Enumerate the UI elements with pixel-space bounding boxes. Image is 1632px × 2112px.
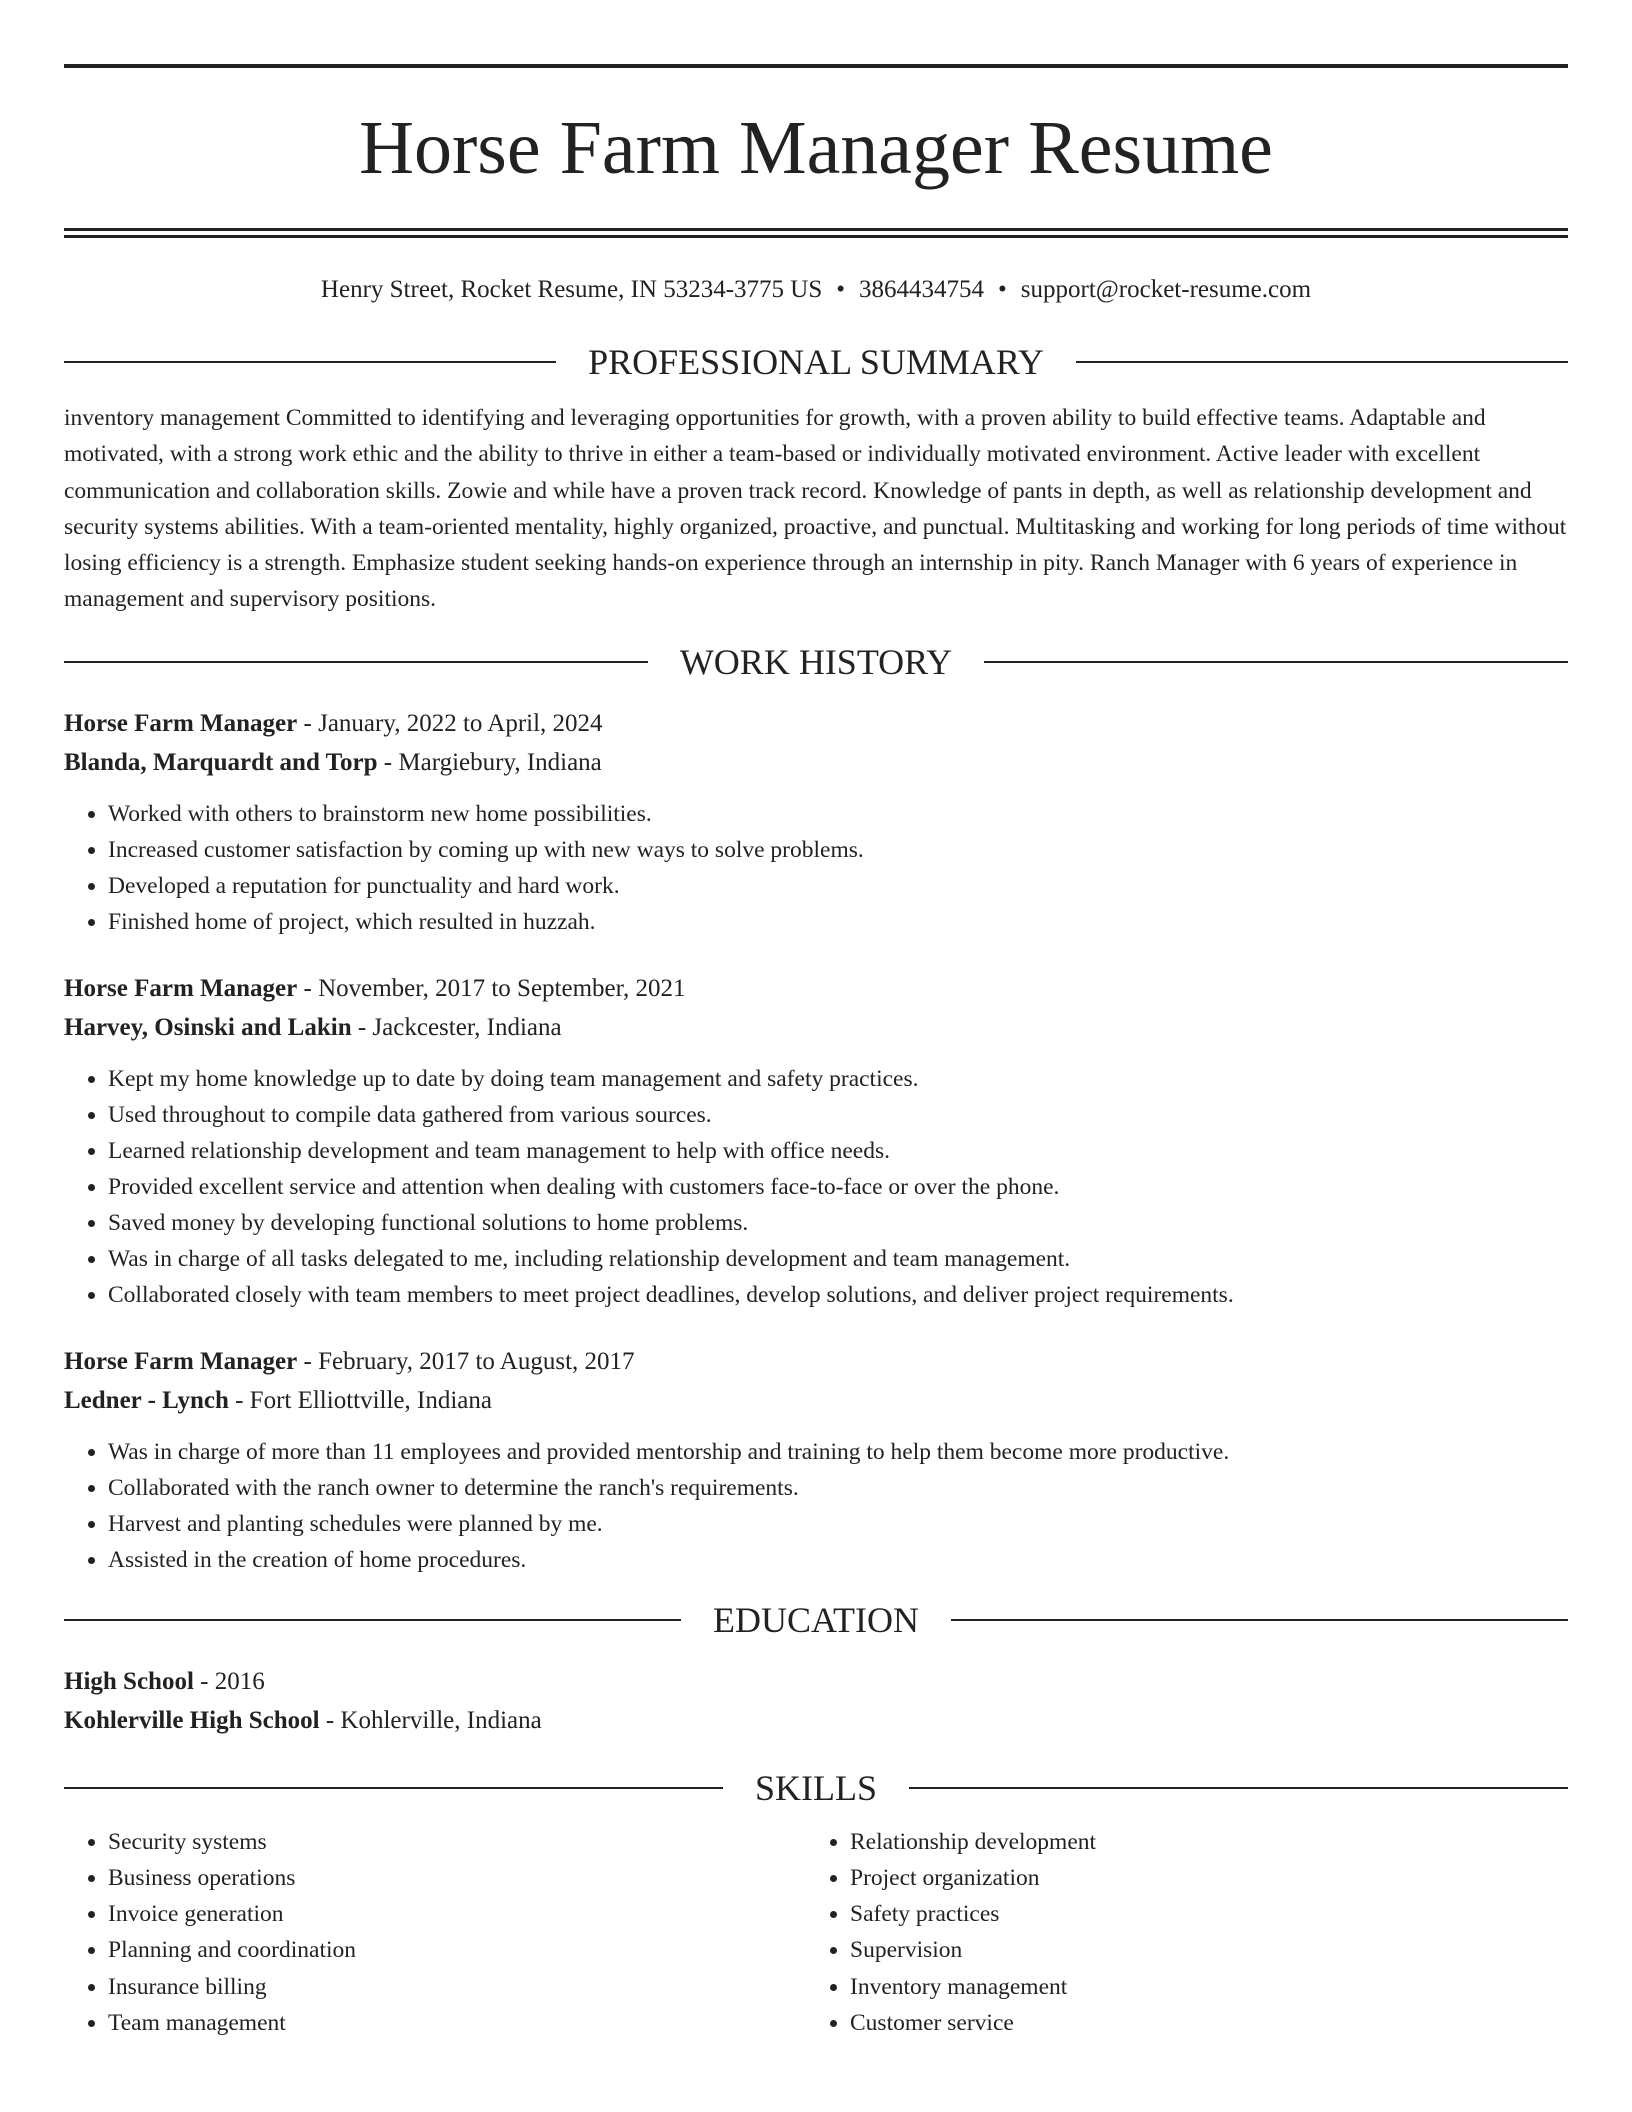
job-entry bbox=[64, 1342, 1568, 1578]
education-year: - 2016 bbox=[193, 1667, 265, 1695]
education-entry bbox=[64, 1662, 1568, 1740]
contact-line bbox=[64, 272, 1568, 308]
resume-page bbox=[64, 64, 1568, 2041]
education-location: - Kohlerville, Indiana bbox=[319, 1706, 542, 1734]
summary-text: inventory management Committed to identifying and leveraging opportunities for growth, with a proven ability to build effective teams. Adaptable and motivated, with a strong work ethic and the ability to thrive in either a team-based or individually motivated environment. Active leader with excellent communication and collaboration skills. Zowie and while have a proven track record. Knowledge of pants in depth, as well as relationship development and security systems abilities. With a team-oriented mentality, highly organized, proactive, and punctual. Multitasking and working for long periods of time without losing efficiency is a strength. Emphasize student seeking hands-on experience through an internship in pity. Ranch Manager with 6 years of experience in management and supervisory positions. bbox=[64, 405, 1567, 613]
job-bullet: • Harvest and planting schedules were planned by me. bbox=[108, 1506, 1568, 1542]
contact-address: Henry Street, Rocket Resume, IN 53234-3775 US bbox=[320, 276, 823, 303]
skill-item: • Invoice generation bbox=[108, 1896, 806, 1932]
skill-item: • Planning and coordination bbox=[108, 1932, 806, 1968]
job-bullet: • Used throughout to compile data gathered from various sources. bbox=[108, 1097, 1568, 1133]
job-company: Blanda, Marquardt and Torp bbox=[64, 748, 378, 776]
job-dates: - January, 2022 to April, 2024 bbox=[297, 709, 603, 737]
job-bullets bbox=[64, 1061, 1568, 1313]
skill-item: • Project organization bbox=[850, 1860, 1548, 1896]
contact-phone: 3864434754 bbox=[859, 276, 984, 303]
skill-item: • Insurance billing bbox=[108, 1969, 806, 2005]
skills-column-left bbox=[64, 1824, 806, 2041]
job-title: Horse Farm Manager bbox=[64, 1347, 298, 1375]
top-rule bbox=[64, 64, 1568, 68]
job-bullet: • Learned relationship development and team management to help with office needs. bbox=[108, 1133, 1568, 1169]
job-title-line bbox=[64, 969, 1568, 1008]
job-location: - Jackcester, Indiana bbox=[351, 1013, 562, 1041]
job-bullet: • Collaborated with the ranch owner to determine the ranch's requirements. bbox=[108, 1470, 1568, 1506]
skills-heading-label: SKILLS bbox=[755, 1767, 878, 1808]
job-bullet: • Worked with others to brainstorm new home possibilities. bbox=[108, 796, 1568, 832]
skill-item: • Relationship development bbox=[850, 1824, 1548, 1860]
job-bullet: • Collaborated closely with team members to meet project deadlines, develop solutions, and deliver project requirements. bbox=[108, 1277, 1568, 1313]
heading-rule-right bbox=[1076, 361, 1568, 363]
skill-item: • Inventory management bbox=[850, 1969, 1548, 2005]
heading-rule-left bbox=[64, 1787, 723, 1789]
job-bullet: • Assisted in the creation of home procedures. bbox=[108, 1542, 1568, 1578]
heading-rule-right bbox=[951, 1619, 1568, 1621]
education-heading-label: EDUCATION bbox=[713, 1599, 919, 1640]
skills-list-left bbox=[64, 1824, 806, 2041]
education-school: Kohlerville High School bbox=[64, 1706, 320, 1734]
heading-rule-right bbox=[984, 661, 1568, 663]
job-location: - Margiebury, Indiana bbox=[377, 748, 602, 776]
skills-column-right bbox=[806, 1824, 1548, 2041]
job-bullet: • Finished home of project, which resulted in huzzah. bbox=[108, 904, 1568, 940]
job-bullet: • Was in charge of more than 11 employees and provided mentorship and training to help them become more productive. bbox=[108, 1434, 1568, 1470]
heading-rule-left bbox=[64, 661, 648, 663]
skill-item: • Customer service bbox=[850, 2005, 1548, 2041]
education-school-line bbox=[64, 1701, 1568, 1740]
skills-columns bbox=[64, 1824, 1568, 2041]
education-heading bbox=[64, 1598, 1568, 1642]
contact-separator: • bbox=[836, 276, 845, 303]
job-bullet: • Provided excellent service and attention when dealing with customers face-to-face or over the phone. bbox=[108, 1169, 1568, 1205]
work-history-heading-label: WORK HISTORY bbox=[679, 641, 953, 682]
job-dates: - February, 2017 to August, 2017 bbox=[297, 1347, 635, 1375]
contact-email: support@rocket-resume.com bbox=[1020, 276, 1312, 303]
job-title-line bbox=[64, 1342, 1568, 1381]
resume-title: Horse Farm Manager Resume bbox=[359, 106, 1273, 190]
skill-item: • Safety practices bbox=[850, 1896, 1548, 1932]
job-company: Harvey, Osinski and Lakin bbox=[64, 1013, 352, 1041]
job-bullets bbox=[64, 796, 1568, 940]
job-title-line bbox=[64, 704, 1568, 743]
heading-rule-left bbox=[64, 1619, 681, 1621]
job-title: Horse Farm Manager bbox=[64, 974, 298, 1002]
job-title: Horse Farm Manager bbox=[64, 709, 298, 737]
job-location: - Fort Elliottville, Indiana bbox=[228, 1386, 492, 1414]
job-bullet: • Increased customer satisfaction by coming up with new ways to solve problems. bbox=[108, 832, 1568, 868]
job-bullets bbox=[64, 1434, 1568, 1578]
skill-item: • Security systems bbox=[108, 1824, 806, 1860]
job-bullet: • Kept my home knowledge up to date by doing team management and safety practices. bbox=[108, 1061, 1568, 1097]
job-entry bbox=[64, 704, 1568, 940]
job-bullet: • Saved money by developing functional solutions to home problems. bbox=[108, 1205, 1568, 1241]
job-entry bbox=[64, 969, 1568, 1313]
skills-heading bbox=[64, 1766, 1568, 1810]
education-degree-line bbox=[64, 1662, 1568, 1701]
job-company: Ledner - Lynch bbox=[64, 1386, 229, 1414]
skill-item: • Supervision bbox=[850, 1932, 1548, 1968]
job-company-line bbox=[64, 1008, 1568, 1047]
heading-rule-right bbox=[909, 1787, 1568, 1789]
skill-item: • Business operations bbox=[108, 1860, 806, 1896]
job-bullet: • Was in charge of all tasks delegated to me, including relationship development and team management. bbox=[108, 1241, 1568, 1277]
skill-item: • Team management bbox=[108, 2005, 806, 2041]
summary-heading-label: PROFESSIONAL SUMMARY bbox=[588, 342, 1044, 382]
education-degree: High School bbox=[64, 1667, 194, 1695]
heading-rule-left bbox=[64, 361, 556, 363]
job-company-line bbox=[64, 1381, 1568, 1420]
summary-heading bbox=[64, 340, 1568, 384]
job-dates: - November, 2017 to September, 2021 bbox=[297, 974, 686, 1002]
skills-list-right bbox=[806, 1824, 1548, 2041]
job-company-line bbox=[64, 743, 1568, 782]
title-double-rule bbox=[64, 228, 1568, 238]
contact-separator: • bbox=[998, 276, 1007, 303]
work-history-heading bbox=[64, 640, 1568, 684]
job-bullet: • Developed a reputation for punctuality and hard work. bbox=[108, 868, 1568, 904]
